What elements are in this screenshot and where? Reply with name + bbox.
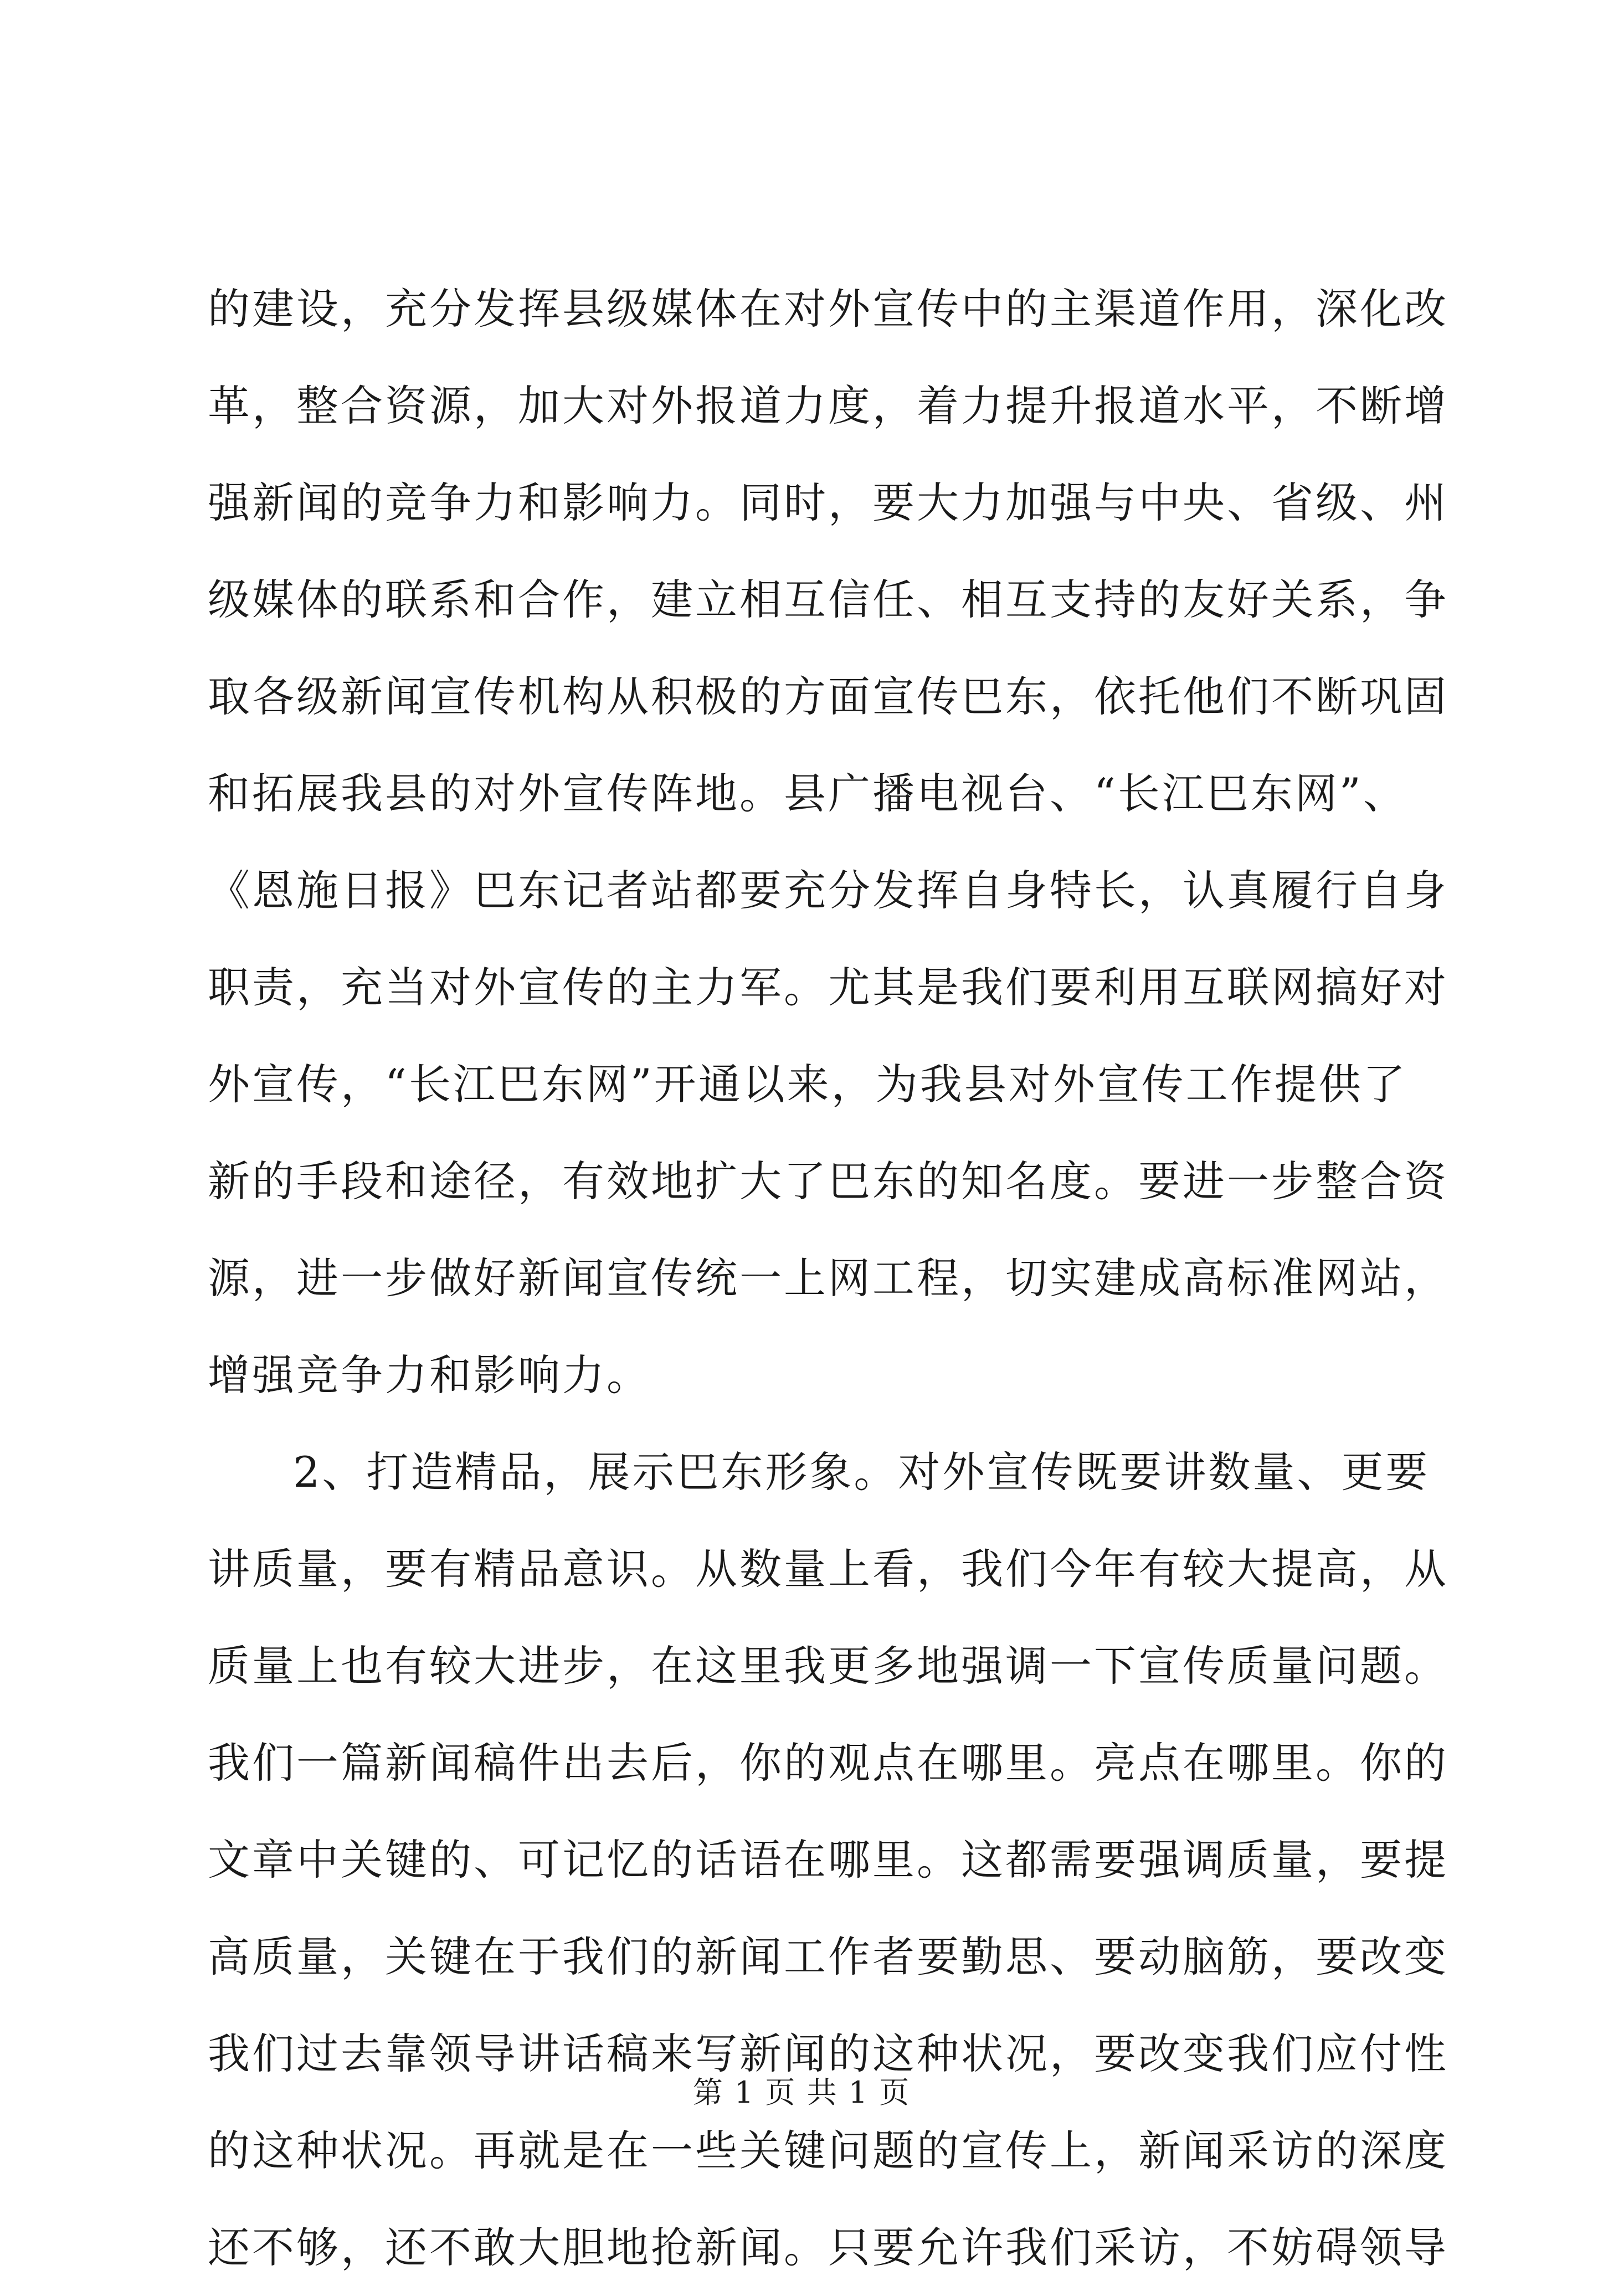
text-line: 和拓展我县的对外宣传阵地。县广播电视台、“长江巴东网”、 bbox=[208, 769, 1407, 818]
text-line: 高质量，关键在于我们的新闻工作者要勤思、要动脑筋，要改变 bbox=[208, 1932, 1448, 1981]
page-footer: 第 1 页 共 1 页 bbox=[692, 2075, 911, 2110]
text-line: 新的手段和途径，有效地扩大了巴东的知名度。要进一步整合资 bbox=[208, 1157, 1448, 1206]
text-line: 还不够，还不敢大胆地抢新闻。只要允许我们采访，不妨碍领导 bbox=[208, 2223, 1448, 2272]
text-line: 我们一篇新闻稿件出去后，你的观点在哪里。亮点在哪里。你的 bbox=[208, 1738, 1448, 1788]
text-line: 《恩施日报》巴东记者站都要充分发挥自身特长，认真履行自身 bbox=[208, 866, 1448, 915]
text-line: 的建设，充分发挥县级媒体在对外宣传中的主渠道作用，深化改 bbox=[208, 284, 1448, 333]
text-line: 我们过去靠领导讲话稿来写新闻的这种状况，要改变我们应付性 bbox=[208, 2029, 1448, 2078]
text-line: 增强竞争力和影响力。 bbox=[208, 1350, 651, 1400]
text-line: 革，整合资源，加大对外报道力度，着力提升报道水平，不断增 bbox=[208, 381, 1448, 430]
text-line: 的这种状况。再就是在一些关键问题的宣传上，新闻采访的深度 bbox=[208, 2126, 1448, 2175]
text-line: 外宣传，“长江巴东网”开通以来，为我县对外宣传工作提供了 bbox=[208, 1060, 1407, 1109]
paragraph-start-line: 2、打造精品，展示巴东形象。对外宣传既要讲数量、更要 bbox=[293, 1447, 1430, 1497]
text-line: 质量上也有较大进步，在这里我更多地强调一下宣传质量问题。 bbox=[208, 1641, 1448, 1691]
text-line: 讲质量，要有精品意识。从数量上看，我们今年有较大提高，从 bbox=[208, 1544, 1448, 1594]
text-line: 级媒体的联系和合作，建立相互信任、相互支持的友好关系，争 bbox=[208, 575, 1448, 624]
text-line: 职责，充当对外宣传的主力军。尤其是我们要利用互联网搞好对 bbox=[208, 963, 1448, 1012]
text-line: 取各级新闻宣传机构从积极的方面宣传巴东，依托他们不断巩固 bbox=[208, 672, 1448, 721]
text-line: 文章中关键的、可记忆的话语在哪里。这都需要强调质量，要提 bbox=[208, 1835, 1448, 1884]
text-line: 源，进一步做好新闻宣传统一上网工程，切实建成高标准网站， bbox=[208, 1254, 1448, 1303]
body-text bbox=[208, 260, 1448, 2296]
text-line: 强新闻的竞争力和影响力。同时，要大力加强与中央、省级、州 bbox=[208, 478, 1448, 527]
